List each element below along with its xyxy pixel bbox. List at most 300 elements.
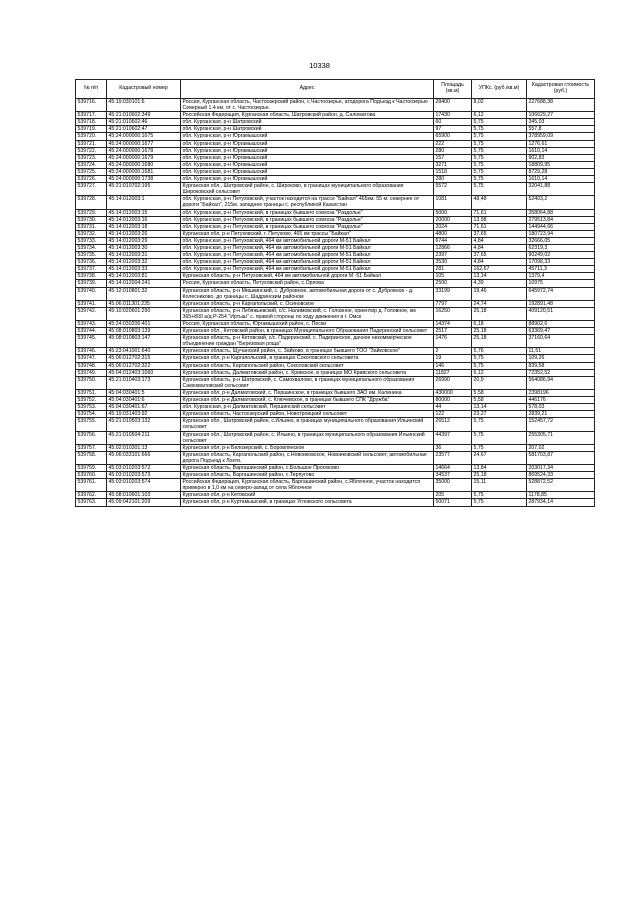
cell-number: 539748. xyxy=(76,362,107,369)
cell-upks: 37,65 xyxy=(472,230,527,237)
cell-number: 539724. xyxy=(76,161,107,168)
cell-address: Россия, Курганская область, Юргамышский район, с. Пески xyxy=(181,321,434,328)
cell-cadastral-number: 45:24:000000:1680 xyxy=(107,161,181,168)
cell-number: 539736. xyxy=(76,259,107,266)
cell-cadastral-number: 45:12:010801:32 xyxy=(107,287,181,300)
cell-area: 1081 xyxy=(434,196,472,209)
cell-cadastral-value: 378959,09 xyxy=(527,133,595,140)
table-row xyxy=(76,237,595,244)
cell-number: 539737. xyxy=(76,266,107,273)
cell-cadastral-value: 207,02 xyxy=(527,444,595,451)
cell-address: обл. Курганская, р-н Юргамышский xyxy=(181,133,434,140)
cell-upks: 162,67 xyxy=(472,266,527,273)
cell-number: 539758. xyxy=(76,451,107,464)
cell-number: 539750. xyxy=(76,376,107,389)
cell-cadastral-number: 45:24:030206:401 xyxy=(107,321,181,328)
cell-cadastral-number: 45:14:012003:29 xyxy=(107,237,181,244)
cell-area: 97 xyxy=(434,126,472,133)
cell-number: 539739. xyxy=(76,280,107,287)
cell-cadastral-number: 45:02:010301:13 xyxy=(107,444,181,451)
cell-address: Курганская обл, р-н Каргапольский, в границах Соколовского сельсовета xyxy=(181,355,434,362)
cell-cadastral-value: 358064,88 xyxy=(527,209,595,216)
cell-cadastral-value: 409120,51 xyxy=(527,307,595,320)
page-number: 10338 xyxy=(309,61,330,70)
cell-area: 80000 xyxy=(434,397,472,404)
cell-address: Россия, Курганская область, Петуховский район, с.Орлова xyxy=(181,280,434,287)
cell-cadastral-number: 45:09:042101:209 xyxy=(107,499,181,506)
cell-upks: 4,84 xyxy=(472,237,527,244)
table-row xyxy=(76,479,595,492)
cell-cadastral-value: 255305,71 xyxy=(527,431,595,444)
cell-area: 2397 xyxy=(434,252,472,259)
cell-area: 20000 xyxy=(434,216,472,223)
cell-number: 539754. xyxy=(76,411,107,418)
cell-upks: 13,14 xyxy=(472,404,527,411)
cell-cadastral-number: 45:06:012702:322 xyxy=(107,362,181,369)
cell-upks: 5,75 xyxy=(472,140,527,147)
cell-area: 12866 xyxy=(434,244,472,251)
cell-number: 539717. xyxy=(76,112,107,119)
table-body xyxy=(76,99,595,507)
header-address: Адрес xyxy=(181,80,434,99)
cell-cadastral-number: 45:21:010504:211 xyxy=(107,431,181,444)
cell-cadastral-number: 45:04:030401:5 xyxy=(107,389,181,396)
cell-number: 539716. xyxy=(76,99,107,112)
cell-number: 539745. xyxy=(76,335,107,348)
cell-address: обл. Курганская, р-н Юргамышский xyxy=(181,176,434,183)
cell-cadastral-number: 45:08:010803:147 xyxy=(107,335,181,348)
cell-upks: 5,75 xyxy=(472,431,527,444)
cell-cadastral-number: 45:24:000000:1678 xyxy=(107,147,181,154)
cell-number: 539718. xyxy=(76,119,107,126)
cell-area: 1518 xyxy=(434,168,472,175)
cadastral-table xyxy=(75,79,595,507)
cell-cadastral-number: 45:21:010403:173 xyxy=(107,376,181,389)
cell-address: Курганская обл., Кетовский район, в границах Муниципального Образования Падеринский сельсовет xyxy=(181,328,434,335)
cell-cadastral-value: 1610,14 xyxy=(527,176,595,183)
table-row xyxy=(76,355,595,362)
table-row xyxy=(76,133,595,140)
cell-address: Курганская область, Варгашинский район, с.Терпугово xyxy=(181,472,434,479)
cell-address: Курганская обл, р-н Куртамышский, в границах Угловского сельсовета xyxy=(181,499,434,506)
cell-address: Российская Федерация, Курганская область, Шатровский район, д. Саломатова xyxy=(181,112,434,119)
table-row xyxy=(76,196,595,209)
cell-cadastral-value: 1276,61 xyxy=(527,140,595,147)
table-row xyxy=(76,418,595,431)
cell-area: 281 xyxy=(434,266,472,273)
cell-cadastral-value: 72352,52 xyxy=(527,369,595,376)
table-row xyxy=(76,183,595,196)
cell-area: 28400 xyxy=(434,99,472,112)
cell-number: 539733. xyxy=(76,237,107,244)
cell-number: 539759. xyxy=(76,464,107,471)
cell-cadastral-number: 45:04:030401:6 xyxy=(107,397,181,404)
cell-cadastral-number: 45:14:012003:16 xyxy=(107,216,181,223)
cell-number: 539753. xyxy=(76,404,107,411)
cell-cadastral-number: 45:19:030101:6 xyxy=(107,99,181,112)
cell-area: 5000 xyxy=(434,209,472,216)
cell-address: обл. Курганская, р-н Шатровский xyxy=(181,126,434,133)
cell-upks: 13,14 xyxy=(472,273,527,280)
cell-cadastral-value: 1379,4 xyxy=(527,273,595,280)
cell-upks: 5,75 xyxy=(472,492,527,499)
cell-cadastral-value: 62319,3 xyxy=(527,244,595,251)
cell-cadastral-number: 45:06:012702:315 xyxy=(107,355,181,362)
cell-cadastral-number: 45:21:010503:132 xyxy=(107,418,181,431)
table-row xyxy=(76,244,595,251)
cell-number: 539762. xyxy=(76,492,107,499)
table-row xyxy=(76,499,595,506)
cell-address: Курганская область, р-н Мишкинский, с. Дубровное, автомобильная дорога от с. Дубровное - д. Колесниково, до границы с. Шадринским районом xyxy=(181,287,434,300)
cell-number: 539734. xyxy=(76,244,107,251)
table-row xyxy=(76,99,595,112)
cell-area: 280 xyxy=(434,176,472,183)
cell-address: Курганская область, Каргапольский район, с.Новоиковское, Новоиковский сельсовет, автомобильная дорога Подъезд к Локти. xyxy=(181,451,434,464)
cell-upks: 5,75 xyxy=(472,133,527,140)
cell-address: обл. Курганская, р-н Юргамышский xyxy=(181,168,434,175)
cell-area: 33199 xyxy=(434,287,472,300)
cell-cadastral-value: 839,58 xyxy=(527,362,595,369)
cell-cadastral-number: 45:03:010203:574 xyxy=(107,479,181,492)
cell-number: 539727. xyxy=(76,183,107,196)
header-area: Площадь (кв.м) xyxy=(434,80,472,99)
cell-cadastral-value: 528872,52 xyxy=(527,479,595,492)
cell-upks: 5,58 xyxy=(472,389,527,396)
table-header-row xyxy=(76,80,595,99)
cell-cadastral-value: 32666,05 xyxy=(527,237,595,244)
cell-cadastral-number: 45:24:000000:1677 xyxy=(107,140,181,147)
cell-cadastral-value: 279513,84 xyxy=(527,216,595,223)
table-row xyxy=(76,300,595,307)
header-cadastral-value: Кадастровая стоимость (руб.) xyxy=(527,80,595,99)
cell-area: 17430 xyxy=(434,112,472,119)
cell-cadastral-value: 203017,34 xyxy=(527,464,595,471)
cell-number: 539751. xyxy=(76,389,107,396)
cell-cadastral-value: 2839,21 xyxy=(527,411,595,418)
cell-address: Курганская обл, р-н Белозерский, с. Боровлянское xyxy=(181,444,434,451)
cell-area: 5572 xyxy=(434,183,472,196)
cell-address: Россия, Курганская область, Частоозерский район, с.Частоозерье, атодорога Подъезд к Частоозерью Северный 1.4 км. от с. Частоозерье. xyxy=(181,99,434,112)
cell-cadastral-value: 8729,28 xyxy=(527,168,595,175)
cell-area: 36 xyxy=(434,444,472,451)
cell-cadastral-number: 45:14:012003:32 xyxy=(107,259,181,266)
cell-upks: 24,74 xyxy=(472,300,527,307)
cell-upks: 25,18 xyxy=(472,307,527,320)
cell-cadastral-value: 32041,88 xyxy=(527,183,595,196)
table-row xyxy=(76,266,595,273)
cell-cadastral-value: 1610,14 xyxy=(527,147,595,154)
cell-cadastral-number: 45:19:031403:92 xyxy=(107,411,181,418)
cell-cadastral-value: 564086,94 xyxy=(527,376,595,389)
cell-number: 539743. xyxy=(76,321,107,328)
cell-address: обл. Курганская, р-н Петуховский, 464 км автомобильной дороги М-51 Байкал xyxy=(181,237,434,244)
cell-cadastral-value: 88902,6 xyxy=(527,321,595,328)
cell-number: 539761. xyxy=(76,479,107,492)
cell-area: 26512 xyxy=(434,418,472,431)
cell-cadastral-value: 227688,38 xyxy=(527,99,595,112)
cell-cadastral-value: 10975 xyxy=(527,280,595,287)
cell-address: обл. Курганская, р-н Петуховский, в границах бывшего совхоза "Раздолье" xyxy=(181,209,434,216)
cell-number: 539735. xyxy=(76,252,107,259)
table-row xyxy=(76,154,595,161)
table-row xyxy=(76,464,595,471)
cell-upks: 71,61 xyxy=(472,209,527,216)
table-row xyxy=(76,431,595,444)
cell-upks: 5,75 xyxy=(472,154,527,161)
cell-cadastral-number: 45:14:012003:33 xyxy=(107,266,181,273)
cell-cadastral-value: 45711,3 xyxy=(527,266,595,273)
table-row xyxy=(76,451,595,464)
cell-cadastral-value: 18809,95 xyxy=(527,161,595,168)
cell-number: 539721. xyxy=(76,140,107,147)
cell-number: 539746. xyxy=(76,348,107,355)
cell-cadastral-number: 45:03:010203:572 xyxy=(107,464,181,471)
table-row xyxy=(76,147,595,154)
cell-address: Курганская обл, р-н Петуховский, г. Петухово, 465 км трассы "Байкал" xyxy=(181,230,434,237)
cell-address: Российская Федерация, Курганская область, Варгашинский район, с.Яблочное, участок находится примерно в 1,0 км на северо-запад от села Яблочное xyxy=(181,479,434,492)
cell-address: Курганская область, р-н Лебяжьевский, с/с. Налимовский, с. Головное, ориентир д. Головное, км 365+800 а/д Р-254 "Иртыш" с. правой стороны по ходу движения в г. Омск xyxy=(181,307,434,320)
cell-address: обл. Курганская, р-н Петуховский, в границах бывшего совхоза "Раздолье" xyxy=(181,216,434,223)
cell-upks: 5,75 xyxy=(472,168,527,175)
cell-number: 539725. xyxy=(76,168,107,175)
cell-number: 539747. xyxy=(76,355,107,362)
table-row xyxy=(76,307,595,320)
cell-upks: 5,75 xyxy=(472,418,527,431)
table-row xyxy=(76,216,595,223)
cell-cadastral-value: 180723,94 xyxy=(527,230,595,237)
cell-upks: 13,84 xyxy=(472,464,527,471)
cell-area: 11827 xyxy=(434,369,472,376)
table-row xyxy=(76,404,595,411)
cell-address: Курганская обл, р-н Далматовский, с. Першинское, в границах бывшего ЗАО им. Калинина xyxy=(181,389,434,396)
cell-upks: 13,98 xyxy=(472,216,527,223)
cell-cadastral-value: 17098,33 xyxy=(527,259,595,266)
cell-area: 23577 xyxy=(434,451,472,464)
cell-upks: 25,18 xyxy=(472,335,527,348)
cell-address: Курганская область, Варгашинский район, с.Большое Просеково xyxy=(181,464,434,471)
cell-area: 105 xyxy=(434,273,472,280)
cell-cadastral-number: 45:08:010803:139 xyxy=(107,328,181,335)
cell-address: обл. Курганская, р-н Петуховский, 464 км автомобильной дороги М-51 Байкал xyxy=(181,252,434,259)
cell-address: обл. Курганская, р-н Юргамышский xyxy=(181,147,434,154)
cell-area: 205 xyxy=(434,492,472,499)
cell-address: Курганская область, р-н Шатровский, с. Самохвалово, в границах муниципального образования Самохваловский сельсовет xyxy=(181,376,434,389)
table-row xyxy=(76,252,595,259)
cell-area: 2517 xyxy=(434,328,472,335)
cell-number: 539723. xyxy=(76,154,107,161)
cell-upks: 25,18 xyxy=(472,328,527,335)
cell-upks: 4,84 xyxy=(472,244,527,251)
cell-cadastral-number: 45:04:030401:67 xyxy=(107,404,181,411)
cell-number: 539731. xyxy=(76,223,107,230)
cell-address: Курганская область, р-н Каргапольский, с. Осиновское xyxy=(181,300,434,307)
cell-cadastral-number: 45:21:010602:46 xyxy=(107,119,181,126)
cell-cadastral-value: 144944,66 xyxy=(527,223,595,230)
cell-area: 146 xyxy=(434,362,472,369)
table-row xyxy=(76,119,595,126)
table-row xyxy=(76,411,595,418)
cell-address: Курганская обл, р-н Кетовский xyxy=(181,492,434,499)
cell-cadastral-value: 109,26 xyxy=(527,355,595,362)
cell-cadastral-value: 52403,2 xyxy=(527,196,595,209)
header-number: № п/п xyxy=(76,80,107,99)
cell-upks: 6,12 xyxy=(472,369,527,376)
cell-area: 280 xyxy=(434,147,472,154)
cell-number: 539730. xyxy=(76,216,107,223)
cell-cadastral-number: 45:14:012003:15 xyxy=(107,209,181,216)
cell-upks: 5,75 xyxy=(472,362,527,369)
cell-area: 4800 xyxy=(434,230,472,237)
cell-cadastral-number: 45:08:010601:103 xyxy=(107,492,181,499)
cell-address: обл. Курганская, р-н Петуховский, 464 км автомобильной дороги М-51 Байкал xyxy=(181,266,434,273)
cell-cadastral-value: 869524,33 xyxy=(527,472,595,479)
cell-area: 34537 xyxy=(434,472,472,479)
table-row xyxy=(76,230,595,237)
cell-number: 539726. xyxy=(76,176,107,183)
cell-cadastral-number: 45:06:011301:235 xyxy=(107,300,181,307)
cell-address: Курганская обл., Шатровский район, с. Широково, в границах муниципального образования Широковский сельсовет xyxy=(181,183,434,196)
cell-upks: 15,11 xyxy=(472,479,527,492)
cell-area: 430000 xyxy=(434,389,472,396)
cell-upks: 5,58 xyxy=(472,397,527,404)
cell-address: обл. Курганская, р-н Далматовский, Першинский сельсовет xyxy=(181,404,434,411)
cell-area: 2024 xyxy=(434,223,472,230)
table-row xyxy=(76,492,595,499)
table-row xyxy=(76,259,595,266)
cell-cadastral-value: 902,83 xyxy=(527,154,595,161)
cell-cadastral-value: 152457,72 xyxy=(527,418,595,431)
table-row xyxy=(76,273,595,280)
cell-address: Курганская обл, р-н Далматовский, с. Ключевское, в границах бывшего СПК "Дружба" xyxy=(181,397,434,404)
cell-area: 14664 xyxy=(434,464,472,471)
cell-number: 539757. xyxy=(76,444,107,451)
table-row xyxy=(76,362,595,369)
cell-number: 539744. xyxy=(76,328,107,335)
table-row xyxy=(76,280,595,287)
cell-cadastral-number: 45:14:012004:241 xyxy=(107,280,181,287)
cell-cadastral-number: 45:03:010203:573 xyxy=(107,472,181,479)
cell-area: 19 xyxy=(434,355,472,362)
cell-address: Курганская обл., Шатровский район, с. Ильино, в границах муниципального образования Ильинский сельсовет xyxy=(181,431,434,444)
cell-number: 539749. xyxy=(76,369,107,376)
cell-cadastral-number: 45:21:010702:195 xyxy=(107,183,181,196)
table-row xyxy=(76,168,595,175)
cell-cadastral-value: 192891,48 xyxy=(527,300,595,307)
cell-cadastral-value: 345,03 xyxy=(527,119,595,126)
cell-area: 16250 xyxy=(434,307,472,320)
cell-upks: 5,75 xyxy=(472,126,527,133)
cell-cadastral-value: 90249,02 xyxy=(527,252,595,259)
cell-upks: 23,27 xyxy=(472,411,527,418)
cell-area: 50071 xyxy=(434,499,472,506)
table-row xyxy=(76,328,595,335)
cell-cadastral-value: 37160,64 xyxy=(527,335,595,348)
cell-upks: 19,46 xyxy=(472,287,527,300)
cell-upks: 5,75 xyxy=(472,161,527,168)
cell-cadastral-value: 1178,85 xyxy=(527,492,595,499)
cell-upks: 5,75 xyxy=(472,355,527,362)
cell-address: Курганская область, Далматовский район, с. Кривское, в границах МО Кривского сельсовета xyxy=(181,369,434,376)
table-row xyxy=(76,389,595,396)
cell-number: 539760. xyxy=(76,472,107,479)
cell-area: 3271 xyxy=(434,161,472,168)
cell-cadastral-number: 45:06:033101:666 xyxy=(107,451,181,464)
cell-number: 539755. xyxy=(76,418,107,431)
cell-cadastral-number: 45:24:000000:1681 xyxy=(107,168,181,175)
cell-area: 2500 xyxy=(434,280,472,287)
cell-address: обл. Курганская, р-н Петуховский, в границах бывшего совхоза "Раздолье" xyxy=(181,223,434,230)
table-row xyxy=(76,369,595,376)
cell-upks: 5,76 xyxy=(472,348,527,355)
cell-number: 539752. xyxy=(76,397,107,404)
cell-upks: 48,48 xyxy=(472,196,527,209)
cell-cadastral-number: 45:24:000000:1679 xyxy=(107,154,181,161)
cell-cadastral-value: 581703,87 xyxy=(527,451,595,464)
cell-area: 122 xyxy=(434,411,472,418)
cell-number: 539740. xyxy=(76,287,107,300)
cell-upks: 5,75 xyxy=(472,444,527,451)
cell-cadastral-value: 287934,14 xyxy=(527,499,595,506)
cell-address: Курганская обл., Шатровский район, с.Ильино, в границах муниципального образования Ильинский сельсовет xyxy=(181,418,434,431)
cell-number: 539756. xyxy=(76,431,107,444)
cell-cadastral-value: 557,8 xyxy=(527,126,595,133)
cell-area: 44 xyxy=(434,404,472,411)
table-row xyxy=(76,126,595,133)
cell-number: 539719. xyxy=(76,126,107,133)
cell-address: обл. Курганская, р-н Петуховский, участок находится на трассе "Байкал" 465км. 55 м. севернее от дороги "Байкал", 215м. западнее границы с. республикой Казахстан xyxy=(181,196,434,209)
cell-address: обл. Курганская, р-н Петуховский, 464 км автомобильной дороги М-51 Байкал xyxy=(181,259,434,266)
cell-cadastral-number: 45:21:010602:47 xyxy=(107,126,181,133)
cell-address: Курганская область, р-н Кетовский, с/с. Падеринский, с. Падеринское, дачное некоммерческое объединение граждан "Березовая роща" xyxy=(181,335,434,348)
cell-area: 44397 xyxy=(434,431,472,444)
cell-cadastral-number: 45:21:010602:349 xyxy=(107,112,181,119)
table-row xyxy=(76,321,595,328)
cell-number: 539741. xyxy=(76,300,107,307)
cell-cadastral-number: 45:14:012003:18 xyxy=(107,223,181,230)
cell-cadastral-value: 2398196 xyxy=(527,389,595,396)
header-upks: УПКс. (руб./кв.м) xyxy=(472,80,527,99)
cell-address: обл. Курганская, р-н Шатровский xyxy=(181,119,434,126)
cell-number: 539738. xyxy=(76,273,107,280)
cell-area: 7797 xyxy=(434,300,472,307)
cell-area: 14374 xyxy=(434,321,472,328)
cell-number: 539722. xyxy=(76,147,107,154)
header-cadastral-number: Кадастровый номер xyxy=(107,80,181,99)
cell-address: обл. Курганская, р-н Петуховский, 464 км автомобильной дороги М-51 Байкал xyxy=(181,244,434,251)
table-row xyxy=(76,161,595,168)
table-row xyxy=(76,376,595,389)
table-row xyxy=(76,112,595,119)
cell-cadastral-number: 45:24:000000:1675 xyxy=(107,133,181,140)
cell-area: 6744 xyxy=(434,237,472,244)
cell-upks: 25,18 xyxy=(472,472,527,479)
cell-cadastral-value: 106629,27 xyxy=(527,112,595,119)
cell-upks: 5,75 xyxy=(472,499,527,506)
cell-cadastral-number: 45:10:020601:290 xyxy=(107,307,181,320)
cell-cadastral-number: 45:23:041001:640 xyxy=(107,348,181,355)
cell-area: 1476 xyxy=(434,335,472,348)
cell-upks: 37,65 xyxy=(472,252,527,259)
cell-upks: 5,75 xyxy=(472,176,527,183)
cell-upks: 5,75 xyxy=(472,183,527,196)
cell-cadastral-number: 45:14:012003:81 xyxy=(107,273,181,280)
cell-upks: 71,61 xyxy=(472,223,527,230)
cell-address: обл. Курганская, р-н Юргамышский xyxy=(181,140,434,147)
table-row xyxy=(76,444,595,451)
cell-cadastral-number: 45:14:012003:26 xyxy=(107,230,181,237)
cell-cadastral-number: 45:04:012403:1060 xyxy=(107,369,181,376)
cell-cadastral-value: 578,03 xyxy=(527,404,595,411)
